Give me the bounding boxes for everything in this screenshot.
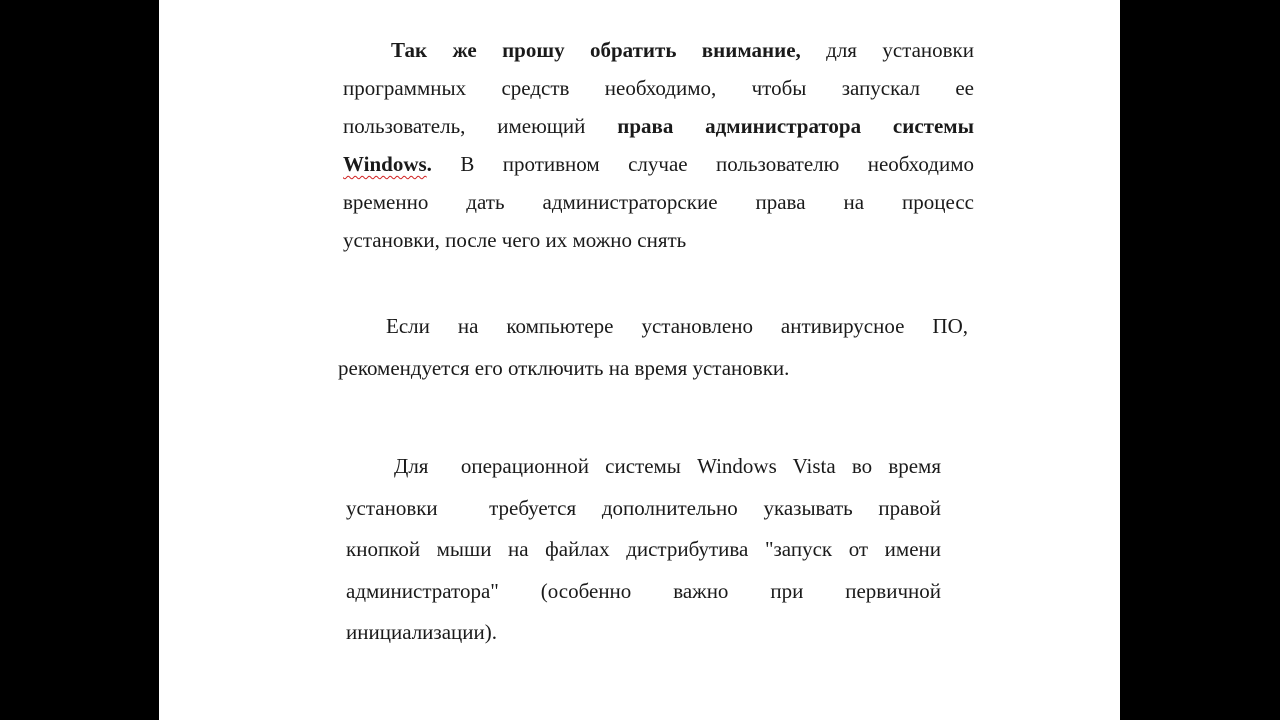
- text-run: В противном случае пользователю необходимо: [431, 152, 974, 176]
- text-run: для установки: [800, 38, 974, 62]
- paragraph-line: установки, после чего их можно снять: [343, 228, 687, 252]
- bold-phrase: Так же прошу обратить внимание,: [391, 38, 801, 62]
- paragraph-line: администратора" (особенно важно при первичной: [346, 578, 941, 603]
- paragraph-line: программных средств необходимо, чтобы запускал ее: [343, 76, 974, 100]
- paragraph-line: [343, 145, 974, 183]
- document-page: [159, 0, 1120, 720]
- bold-phrase: права администратора системы: [617, 114, 974, 138]
- text-run: .: [426, 152, 432, 176]
- paragraph-line: [343, 107, 974, 145]
- text-run: пользователь, имеющий: [343, 114, 618, 138]
- paragraph-line: кнопкой мыши на файлах дистрибутива "запуск от имени: [346, 537, 941, 561]
- paragraph-admin-rights: [343, 31, 974, 259]
- paragraph-line: временно дать администраторские права на процесс: [343, 190, 974, 214]
- paragraph-line: [343, 31, 974, 69]
- paragraph-line: Если на компьютере установлено антивирусное ПО,: [386, 314, 968, 338]
- paragraph-antivirus: [338, 305, 968, 389]
- paragraph-line: Для операционной системы Windows Vista во время: [394, 454, 941, 478]
- paragraph-line: инициализации).: [346, 620, 497, 644]
- bold-phrase: [343, 152, 432, 176]
- paragraph-windows-vista: [346, 446, 941, 654]
- paragraph-line: установки требуется дополнительно указывать правой: [346, 495, 941, 520]
- spellcheck-word[interactable]: Windows: [343, 152, 427, 176]
- paragraph-line: рекомендуется его отключить на время установки.: [338, 356, 790, 380]
